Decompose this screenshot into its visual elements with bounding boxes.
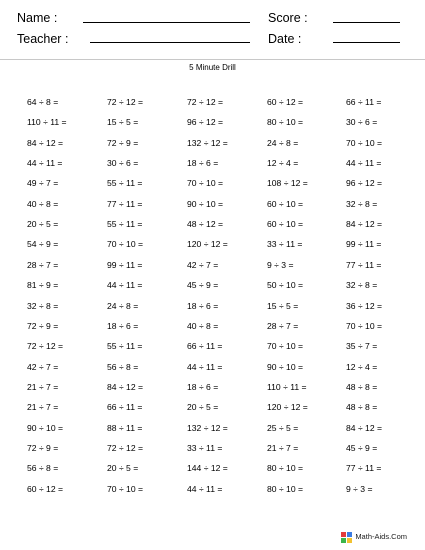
- division-problem: 96 ÷ 12 =: [346, 178, 383, 189]
- division-problem: 42 ÷ 7 =: [27, 361, 59, 372]
- division-problem: 35 ÷ 7 =: [346, 341, 378, 352]
- division-problem: 20 ÷ 5 =: [187, 402, 219, 413]
- division-problem: 81 ÷ 9 =: [27, 280, 59, 291]
- division-problem: 72 ÷ 9 =: [27, 442, 59, 453]
- division-problem: 12 ÷ 4 =: [267, 158, 299, 169]
- problem-row: [0, 300, 425, 312]
- division-problem: 32 ÷ 8 =: [346, 280, 378, 291]
- problem-row: [0, 218, 425, 230]
- division-problem: 15 ÷ 5 =: [107, 117, 139, 128]
- division-problem: 99 ÷ 11 =: [346, 239, 382, 250]
- score-label: Score :: [268, 11, 308, 25]
- division-problem: 21 ÷ 7 =: [27, 381, 59, 392]
- division-problem: 88 ÷ 11 =: [107, 422, 143, 433]
- division-problem: 21 ÷ 7 =: [267, 442, 299, 453]
- division-problem: 66 ÷ 11 =: [187, 341, 223, 352]
- division-problem: 72 ÷ 12 =: [107, 442, 144, 453]
- division-problem: 66 ÷ 11 =: [107, 402, 143, 413]
- problem-row: [0, 198, 425, 210]
- division-problem: 96 ÷ 12 =: [187, 117, 224, 128]
- division-problem: 33 ÷ 11 =: [267, 239, 303, 250]
- division-problem: 9 ÷ 3 =: [267, 259, 294, 270]
- division-problem: 84 ÷ 12 =: [346, 422, 383, 433]
- division-problem: 48 ÷ 12 =: [187, 219, 224, 230]
- division-problem: 54 ÷ 9 =: [27, 239, 59, 250]
- division-problem: 44 ÷ 11 =: [27, 158, 63, 169]
- division-problem: 80 ÷ 10 =: [267, 463, 304, 474]
- division-problem: 24 ÷ 8 =: [107, 300, 139, 311]
- problem-row: [0, 340, 425, 352]
- division-problem: 70 ÷ 10 =: [346, 137, 383, 148]
- problem-row: [0, 96, 425, 108]
- division-problem: 48 ÷ 8 =: [346, 402, 378, 413]
- division-problem: 21 ÷ 7 =: [27, 402, 59, 413]
- problem-row: [0, 442, 425, 454]
- division-problem: 72 ÷ 12 =: [27, 341, 64, 352]
- division-problem: 72 ÷ 12 =: [187, 97, 224, 107]
- division-problem: 28 ÷ 7 =: [27, 259, 59, 270]
- problem-row: [0, 401, 425, 413]
- division-problem: 18 ÷ 6 =: [187, 158, 219, 169]
- division-problem: 32 ÷ 8 =: [346, 198, 378, 209]
- problem-row: [0, 462, 425, 474]
- division-problem: 44 ÷ 11 =: [346, 158, 382, 169]
- division-problem: 80 ÷ 10 =: [267, 483, 304, 494]
- problem-row: [0, 137, 425, 149]
- division-problem: 84 ÷ 12 =: [346, 219, 383, 230]
- problem-row: [0, 279, 425, 291]
- math-aids-logo-icon: [341, 532, 352, 543]
- division-problem: 40 ÷ 8 =: [27, 198, 59, 209]
- problem-row: [0, 320, 425, 332]
- division-problem: 33 ÷ 11 =: [187, 442, 223, 453]
- division-problem: 70 ÷ 10 =: [107, 483, 144, 494]
- division-problem: 30 ÷ 6 =: [346, 117, 378, 128]
- division-problem: 60 ÷ 10 =: [267, 198, 304, 209]
- division-problem: 20 ÷ 5 =: [27, 219, 59, 230]
- division-problem: 15 ÷ 5 =: [267, 300, 299, 311]
- problem-row: [0, 116, 425, 128]
- division-problem: 77 ÷ 11 =: [107, 198, 143, 209]
- name-label: Name :: [17, 11, 58, 25]
- division-problem: 108 ÷ 12 =: [267, 178, 308, 189]
- division-problem: 60 ÷ 12 =: [27, 483, 64, 494]
- division-problem: 56 ÷ 8 =: [107, 361, 139, 372]
- header-divider: [0, 59, 425, 60]
- division-problem: 32 ÷ 8 =: [27, 300, 59, 311]
- division-problem: 120 ÷ 12 =: [187, 239, 228, 250]
- teacher-line: [90, 42, 250, 43]
- division-problem: 90 ÷ 10 =: [27, 422, 64, 433]
- problem-row: [0, 381, 425, 393]
- division-problem: 36 ÷ 12 =: [346, 300, 383, 311]
- division-problem: 132 ÷ 12 =: [187, 422, 228, 433]
- problem-row: [0, 361, 425, 373]
- division-problem: 120 ÷ 12 =: [267, 402, 308, 413]
- division-problem: 70 ÷ 10 =: [107, 239, 144, 250]
- score-line: [333, 22, 400, 23]
- division-problem: 60 ÷ 10 =: [267, 219, 304, 230]
- division-problem: 77 ÷ 11 =: [346, 259, 382, 270]
- division-problem: 24 ÷ 8 =: [267, 137, 299, 148]
- division-problem: 56 ÷ 8 =: [27, 463, 59, 474]
- division-problem: 80 ÷ 10 =: [267, 117, 304, 128]
- division-problem: 25 ÷ 5 =: [267, 422, 299, 433]
- division-problem: 12 ÷ 4 =: [346, 361, 378, 372]
- problem-row: [0, 422, 425, 434]
- date-line: [333, 42, 400, 43]
- division-problem: 64 ÷ 8 =: [27, 97, 59, 107]
- division-problem: 44 ÷ 11 =: [187, 483, 223, 494]
- division-problem: 70 ÷ 10 =: [346, 320, 383, 331]
- division-problem: 70 ÷ 10 =: [267, 341, 304, 352]
- division-problem: 18 ÷ 6 =: [187, 381, 219, 392]
- division-problem: 40 ÷ 8 =: [187, 320, 219, 331]
- worksheet-title: 5 Minute Drill: [189, 63, 236, 72]
- division-problem: 44 ÷ 11 =: [187, 361, 223, 372]
- division-problem: 84 ÷ 12 =: [107, 381, 144, 392]
- division-problem: 77 ÷ 11 =: [346, 463, 382, 474]
- division-problem: 50 ÷ 10 =: [267, 280, 304, 291]
- division-problem: 66 ÷ 11 =: [346, 97, 382, 107]
- problem-row: [0, 157, 425, 169]
- problem-row: [0, 259, 425, 271]
- math-aids-logo: [341, 531, 407, 543]
- division-problem: 18 ÷ 6 =: [107, 320, 139, 331]
- division-problem: 90 ÷ 10 =: [187, 198, 224, 209]
- division-problem: 44 ÷ 11 =: [107, 280, 143, 291]
- division-problem: 132 ÷ 12 =: [187, 137, 228, 148]
- division-problem: 9 ÷ 3 =: [346, 483, 373, 494]
- name-line: [83, 22, 250, 23]
- problem-row: [0, 177, 425, 189]
- date-label: Date :: [268, 32, 302, 46]
- division-problem: 84 ÷ 12 =: [27, 137, 64, 148]
- division-problem: 48 ÷ 8 =: [346, 381, 378, 392]
- division-problem: 99 ÷ 11 =: [107, 259, 143, 270]
- division-problem: 28 ÷ 7 =: [267, 320, 299, 331]
- division-problem: 49 ÷ 7 =: [27, 178, 59, 189]
- division-problem: 144 ÷ 12 =: [187, 463, 228, 474]
- division-problem: 45 ÷ 9 =: [187, 280, 219, 291]
- logo-text: Math-Aids.Com: [355, 532, 407, 541]
- division-problem: 110 ÷ 11 =: [267, 381, 307, 392]
- division-problem: 42 ÷ 7 =: [187, 259, 219, 270]
- division-problem: 90 ÷ 10 =: [267, 361, 304, 372]
- division-problem: 55 ÷ 11 =: [107, 341, 143, 352]
- division-problem: 18 ÷ 6 =: [187, 300, 219, 311]
- division-problem: 110 ÷ 11 =: [27, 117, 67, 128]
- division-problem: 72 ÷ 9 =: [107, 137, 139, 148]
- division-problem: 60 ÷ 12 =: [267, 97, 304, 107]
- teacher-label: Teacher :: [17, 32, 69, 46]
- division-problem: 55 ÷ 11 =: [107, 219, 143, 230]
- division-problem: 30 ÷ 6 =: [107, 158, 139, 169]
- division-problem: 55 ÷ 11 =: [107, 178, 143, 189]
- division-problem: 70 ÷ 10 =: [187, 178, 224, 189]
- division-problem: 20 ÷ 5 =: [107, 463, 139, 474]
- problem-row: [0, 483, 425, 495]
- division-problem: 72 ÷ 9 =: [27, 320, 59, 331]
- division-problem: 45 ÷ 9 =: [346, 442, 378, 453]
- division-problem: 72 ÷ 12 =: [107, 97, 144, 107]
- problem-row: [0, 238, 425, 250]
- worksheet-header: [0, 0, 425, 60]
